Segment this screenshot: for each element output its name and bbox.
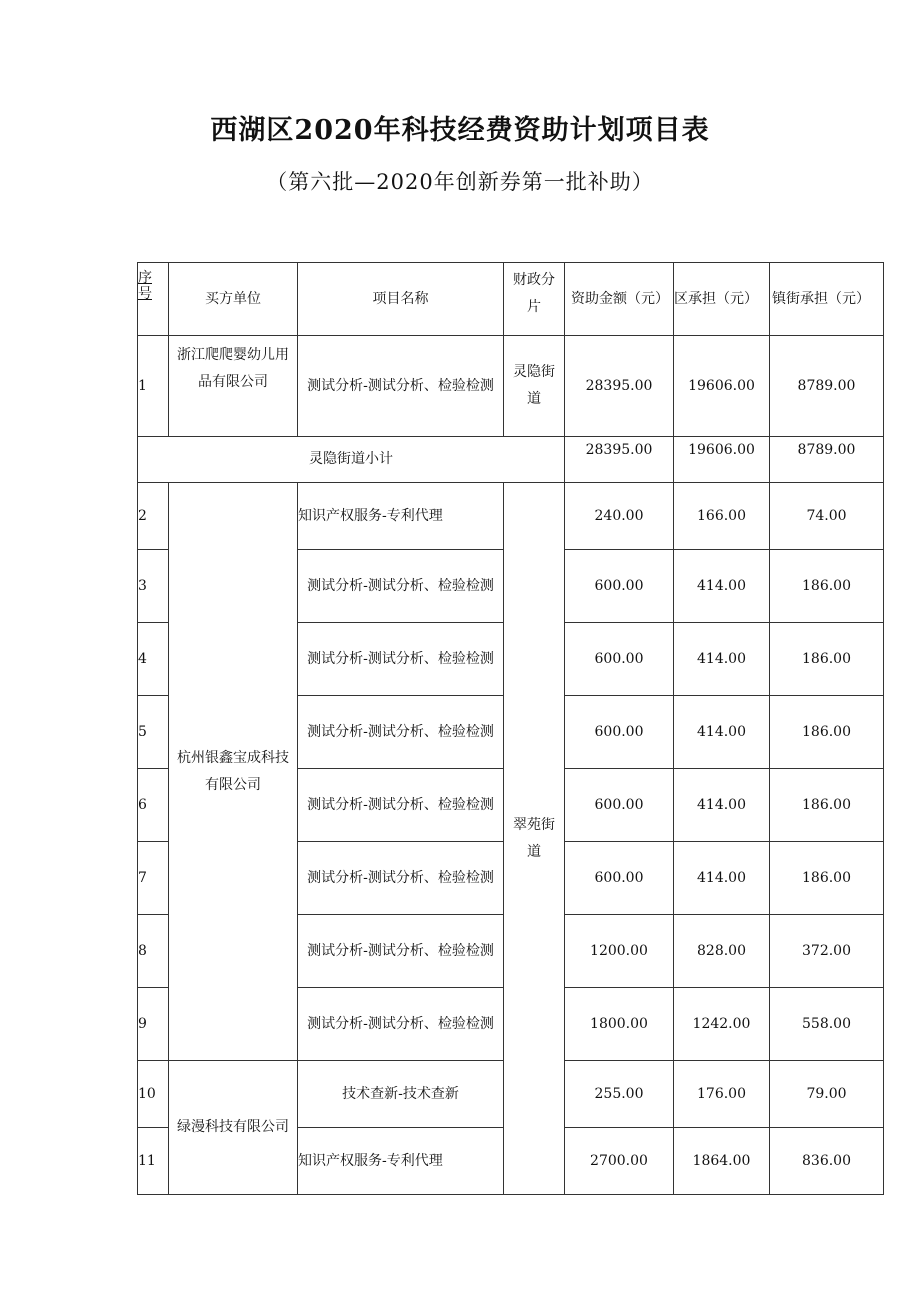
subtotal-label: 灵隐街道小计 <box>138 437 565 483</box>
amount-value: 1800.00 <box>565 988 674 1061</box>
street-value: 74.00 <box>770 483 884 550</box>
project-name: 知识产权服务-专利代理 <box>298 483 504 550</box>
header-project: 项目名称 <box>298 263 504 336</box>
street-value: 8789.00 <box>770 336 884 437</box>
street-value: 186.00 <box>770 769 884 842</box>
area-name: 灵隐街道 <box>504 336 565 437</box>
district-value: 414.00 <box>674 623 770 696</box>
header-seq: 序 号 <box>138 263 169 336</box>
street-value: 558.00 <box>770 988 884 1061</box>
street-value: 186.00 <box>770 842 884 915</box>
project-name: 测试分析-测试分析、检验检测 <box>298 623 504 696</box>
project-name: 知识产权服务-专利代理 <box>298 1128 504 1195</box>
street-value: 186.00 <box>770 550 884 623</box>
project-name: 测试分析-测试分析、检验检测 <box>298 842 504 915</box>
project-name: 测试分析-测试分析、检验检测 <box>298 988 504 1061</box>
row-seq: 10 <box>138 1061 169 1128</box>
subtotal-street: 8789.00 <box>770 437 884 483</box>
subtotal-amount: 28395.00 <box>565 437 674 483</box>
amount-value: 2700.00 <box>565 1128 674 1195</box>
district-value: 1242.00 <box>674 988 770 1061</box>
amount-value: 28395.00 <box>565 336 674 437</box>
area-name: 翠苑街道 <box>504 483 565 1195</box>
header-district-share: 区承担（元） <box>674 263 770 336</box>
project-name: 测试分析-测试分析、检验检测 <box>298 915 504 988</box>
row-seq: 6 <box>138 769 169 842</box>
district-value: 828.00 <box>674 915 770 988</box>
row-seq: 5 <box>138 696 169 769</box>
header-buyer: 买方单位 <box>169 263 298 336</box>
table-row <box>138 336 884 437</box>
project-name: 测试分析-测试分析、检验检测 <box>298 769 504 842</box>
page-title: 西湖区2020年科技经费资助计划项目表 <box>210 115 710 146</box>
street-value: 372.00 <box>770 915 884 988</box>
row-seq: 11 <box>138 1128 169 1195</box>
project-name: 测试分析-测试分析、检验检测 <box>298 336 504 437</box>
header-amount: 资助金额（元） <box>565 263 674 336</box>
street-value: 186.00 <box>770 696 884 769</box>
project-name: 测试分析-测试分析、检验检测 <box>298 550 504 623</box>
project-name: 测试分析-测试分析、检验检测 <box>298 696 504 769</box>
street-value: 79.00 <box>770 1061 884 1128</box>
header-street-share: 镇街承担（元） <box>770 263 884 336</box>
amount-value: 600.00 <box>565 769 674 842</box>
amount-value: 255.00 <box>565 1061 674 1128</box>
district-value: 414.00 <box>674 842 770 915</box>
page-subtitle: （第六批—2020年创新券第一批补助） <box>266 170 654 194</box>
row-seq: 8 <box>138 915 169 988</box>
row-seq: 7 <box>138 842 169 915</box>
row-seq: 4 <box>138 623 169 696</box>
header-area: 财政分片 <box>504 263 565 336</box>
row-seq: 9 <box>138 988 169 1061</box>
subtotal-row <box>138 437 884 483</box>
header-row <box>138 263 884 336</box>
amount-value: 1200.00 <box>565 915 674 988</box>
district-value: 19606.00 <box>674 336 770 437</box>
amount-value: 600.00 <box>565 550 674 623</box>
amount-value: 600.00 <box>565 842 674 915</box>
district-value: 414.00 <box>674 550 770 623</box>
district-value: 1864.00 <box>674 1128 770 1195</box>
table-row <box>138 483 884 550</box>
row-seq: 1 <box>138 336 169 437</box>
subtotal-district: 19606.00 <box>674 437 770 483</box>
project-name: 技术查新-技术查新 <box>298 1061 504 1128</box>
row-seq: 3 <box>138 550 169 623</box>
street-value: 186.00 <box>770 623 884 696</box>
district-value: 414.00 <box>674 769 770 842</box>
buyer-name: 浙江爬爬婴幼儿用品有限公司 <box>169 336 298 437</box>
amount-value: 600.00 <box>565 623 674 696</box>
street-value: 836.00 <box>770 1128 884 1195</box>
funding-table <box>137 262 884 1195</box>
buyer-name: 杭州银鑫宝成科技有限公司 <box>169 483 298 1061</box>
district-value: 176.00 <box>674 1061 770 1128</box>
amount-value: 240.00 <box>565 483 674 550</box>
amount-value: 600.00 <box>565 696 674 769</box>
district-value: 166.00 <box>674 483 770 550</box>
row-seq: 2 <box>138 483 169 550</box>
district-value: 414.00 <box>674 696 770 769</box>
buyer-name: 绿漫科技有限公司 <box>169 1061 298 1195</box>
